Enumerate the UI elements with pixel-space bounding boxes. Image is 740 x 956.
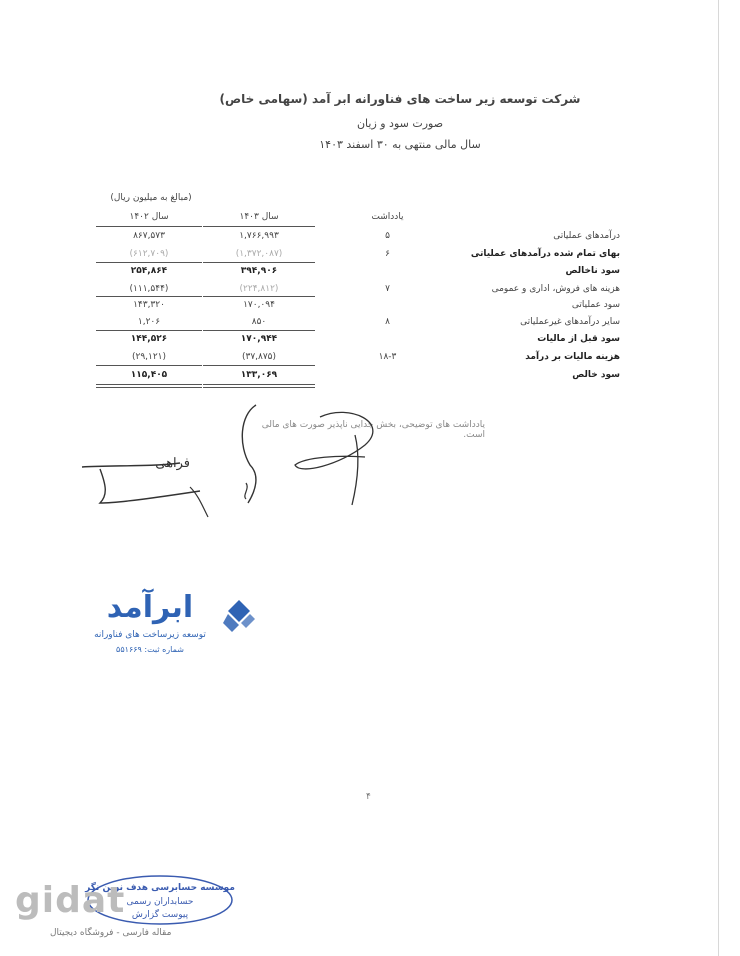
row-value-1402: (۶۱۲,۷۰۹) — [129, 249, 169, 259]
row-value-1403: ۱,۷۶۶,۹۹۳ — [239, 231, 279, 241]
logo-registration: شماره ثبت: ۵۵۱۶۶۹ — [116, 645, 184, 654]
watermark-brand: gidat — [15, 880, 126, 921]
total-double-rule — [96, 384, 202, 385]
row-value-1402: (۲۹,۱۲۱) — [131, 352, 167, 362]
row-value-1403: (۳۷,۸۷۵) — [241, 352, 277, 362]
subtotal-rule — [203, 296, 315, 297]
page-number: ۴ — [366, 792, 371, 802]
footnote: یادداشت های توضیحی، بخش جدایی ناپذیر صورت های مالی است. — [261, 420, 485, 440]
row-note: ۷ — [385, 284, 390, 294]
row-label-gross-profit: سود ناخالص — [565, 266, 620, 276]
row-label-profit-before-tax: سود قبل از مالیات — [537, 334, 620, 344]
row-label-sga-expenses: هزینه های فروش، اداری و عمومی — [491, 284, 620, 294]
row-value-1403: ۱۳۳,۰۶۹ — [240, 370, 278, 380]
subtotal-rule — [96, 365, 202, 366]
stamp-line-1: موسسه حسابرسی هدف نوین نگر — [85, 883, 235, 893]
column-header-note: یادداشت — [371, 212, 404, 222]
row-value-1403: ۱۷۰,۹۴۴ — [240, 334, 278, 344]
row-value-1402: ۱۴۴,۵۲۶ — [130, 334, 168, 344]
subtotal-rule — [96, 330, 202, 331]
logo-subtitle: توسعه زیرساخت های فناورانه — [94, 630, 206, 640]
subtotal-rule — [203, 262, 315, 263]
row-value-1402: ۱,۲۰۶ — [137, 317, 161, 327]
signature-stroke — [352, 435, 358, 505]
total-double-rule — [203, 384, 315, 385]
row-label-income-tax: هزینه مالیات بر درآمد — [525, 352, 620, 362]
row-value-1402: ۲۵۴,۸۶۴ — [130, 266, 168, 276]
signatures — [70, 395, 390, 525]
row-label-operating-profit: سود عملیاتی — [571, 300, 620, 310]
stamp-line-3: پیوست گزارش — [131, 910, 189, 920]
column-header-1402: سال ۱۴۰۲ — [129, 212, 169, 222]
logo-brand: ابرآمد — [106, 590, 194, 625]
row-label-other-income: سایر درآمدهای غیرعملیاتی — [520, 317, 620, 327]
signature-stroke — [100, 469, 200, 503]
period-title: سال مالی منتهی به ۳۰ اسفند ۱۴۰۳ — [319, 138, 481, 151]
header-rule — [96, 226, 202, 227]
watermark-caption: مقاله فارسی - فروشگاه دیجیتال — [50, 928, 172, 938]
logo-mark-icon — [220, 596, 258, 636]
column-header-1403: سال ۱۴۰۳ — [239, 212, 279, 222]
row-note: ۵ — [385, 231, 390, 241]
total-double-rule — [203, 387, 315, 388]
statement-title: صورت سود و زیان — [356, 117, 444, 130]
subtotal-rule — [96, 296, 202, 297]
row-note: ۸ — [385, 317, 390, 327]
page-edge — [718, 0, 719, 956]
row-value-1403: (۱,۳۷۲,۰۸۷) — [235, 249, 283, 259]
row-note: ۶ — [385, 249, 390, 259]
subtotal-rule — [96, 262, 202, 263]
row-value-1402: ۱۴۳,۳۲۰ — [133, 300, 165, 310]
row-value-1403: ۳۹۴,۹۰۶ — [240, 266, 278, 276]
stamp-line-2: حسابداران رسمی — [126, 897, 194, 907]
signature-caption: فراهی — [155, 456, 190, 471]
row-value-1402: ۸۶۷,۵۷۳ — [133, 231, 165, 241]
company-logo — [85, 590, 265, 665]
signature-stroke — [245, 483, 247, 499]
row-label-net-profit: سود خالص — [572, 370, 620, 380]
total-double-rule — [96, 387, 202, 388]
unit-note: (مبالغ به میلیون ریال) — [110, 193, 192, 203]
subtotal-rule — [203, 365, 315, 366]
row-value-1402: (۱۱۱,۵۴۴) — [129, 284, 169, 294]
row-value-1403: (۲۲۴,۸۱۲) — [239, 284, 279, 294]
header-rule — [203, 226, 315, 227]
row-note: ۱۸-۳ — [378, 352, 397, 362]
row-value-1403: ۸۵۰ — [251, 317, 267, 327]
row-label-operating-revenue: درآمدهای عملیاتی — [553, 231, 620, 241]
row-label-cost-of-revenue: بهای تمام شده درآمدهای عملیاتی — [470, 249, 620, 259]
row-value-1402: ۱۱۵,۴۰۵ — [130, 370, 168, 380]
company-title: شرکت توسعه زیر ساخت های فناورانه ابر آمد (سهامی خاص) — [219, 92, 581, 106]
subtotal-rule — [203, 330, 315, 331]
signature-stroke — [242, 405, 256, 503]
row-value-1403: ۱۷۰,۰۹۴ — [243, 300, 275, 310]
signature-stroke — [295, 412, 373, 469]
